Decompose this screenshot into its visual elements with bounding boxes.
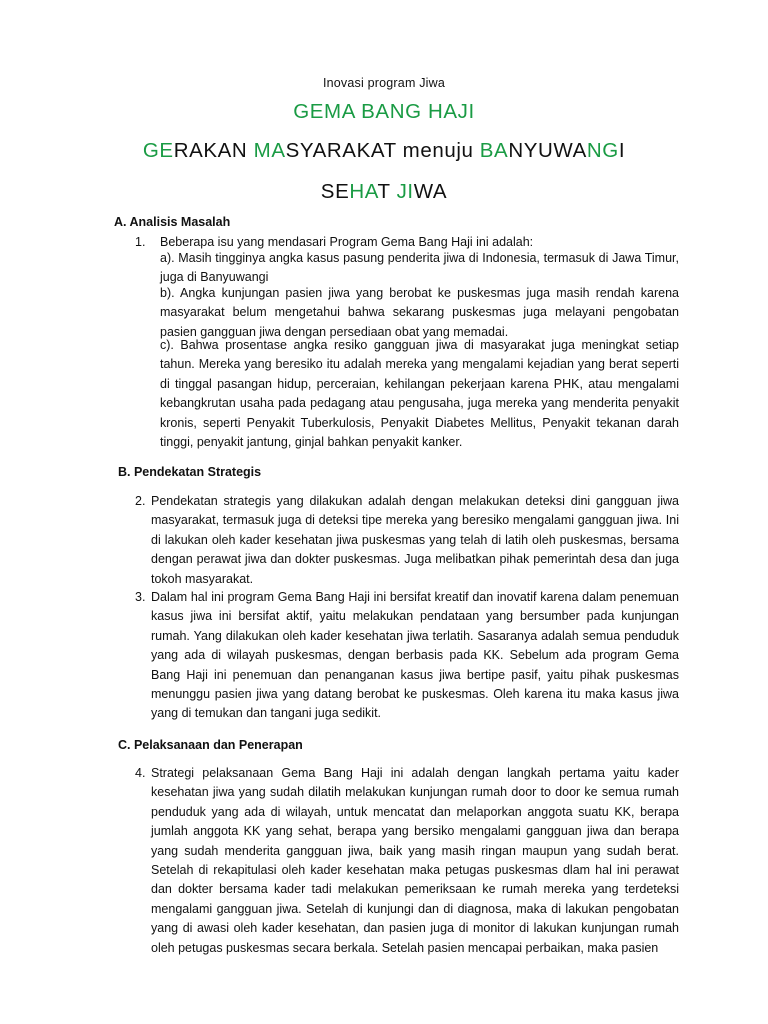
acronym-segment: HA [349,180,378,203]
item-number: 3. [135,590,146,604]
acronym-segment: I [618,139,626,162]
section-c-heading: C. Pelaksanaan dan Penerapan [118,738,303,752]
acronym-segment: NG [586,139,619,162]
acronym-segment: SYARAKAT menuju [285,139,480,162]
program-acronym-line [0,139,768,163]
item-1-text: Beberapa isu yang mendasari Program Gema Bang Haji ini adalah: [160,235,534,249]
item-4-text: Strategi pelaksanaan Gema Bang Haji ini adalah dengan langkah pertama yaitu kader kesehatan jiwa yang sudah dilatih melakukan kunjungan rumah door to door ke semua rumah penduduk yang ada di wilayah, untuk mencatat dan melaporkan anggota suatu KK, berapa jumlah anggota KK yang sehat, berapa yang bersiko mengalami gangguan jiwa dan berapa yang sudah menderita gangguan jiwa, baik yang masih ringan maupun yang sudah berat. Setelah di rekapitulasi oleh kader kesehatan maka petugas puskesmas dlam hal ini perawat dan dokter bersama kader tadi melakukan pemeriksaan ke rumah mereka yang terdeteksi mengalami gangguan jiwa. Setelah di kunjungi dan di diagnosa, maka di lakukan pengobatan yang di awasi oleh kader kesehatan, dan pasien juga di monitor di lakukan kunjungan rumah oleh petugas puskesmas secara berkala. Setelah pasien mencapai perbaikan, maka pasien [151,766,679,955]
program-acronym-line-2 [0,180,768,204]
item-number: 1. [135,235,146,249]
program-title: GEMA BANG HAJI [293,100,475,123]
acronym-segment: T [377,180,397,203]
acronym-segment: WA [413,180,448,203]
acronym-segment: RAKAN [173,139,254,162]
point-b-text: b). Angka kunjungan pasien jiwa yang berobat ke puskesmas juga masih rendah karena masyarakat belum mengetahui bahwa sekarang puskesmas juga melayani pengobatan pasien gangguan jiwa dengan persediaan obat yang memadai. [160,286,679,339]
acronym-segment: MA [253,139,286,162]
point-a-text: a). Masih tingginya angka kasus pasung penderita jiwa di Indonesia, termasuk di Jawa Timur, juga di Banyuwangi [160,251,679,285]
item-number: 4. [135,766,146,780]
document-subtitle: Inovasi program Jiwa [322,76,446,90]
item-number: 2. [135,494,146,508]
section-b-heading: B. Pendekatan Strategis [118,465,262,479]
acronym-segment: SE [320,180,350,203]
acronym-segment: BA [479,139,509,162]
item-3-text: Dalam hal ini program Gema Bang Haji ini bersifat kreatif dan inovatif karena dalam penemuan kasus jiwa ini bersifat aktif, yaitu melakukan pendataan yang bersumber pada kunjungan rumah. Yang dilakukan oleh kader kesehatan jiwa terlatih. Sasaranya adalah semua penduduk yang ada di wilayah puskesmas, dengan berbasis pada KK. Sebelum ada program Gema Bang Haji ini penemuan dan penanganan kasus jiwa bertipe pasif, yaitu pihak puskesmas menunggu pasien jiwa yang datang berobat ke puskesmas. Oleh karena itu maka kasus jiwa yang di temukan dan tangani juga sedikit. [151,590,679,721]
acronym-segment: GE [142,139,174,162]
acronym-segment: JI [396,180,414,203]
section-a-heading: A. Analisis Masalah [114,215,231,229]
acronym-segment: NYUWA [508,139,587,162]
item-2-text: Pendekatan strategis yang dilakukan adalah dengan melakukan deteksi dini gangguan jiwa masyarakat, termasuk juga di deteksi tipe mereka yang beresiko mengalami gangguan jiwa. Ini di lakukan oleh kader kesehatan jiwa puskesmas yang telah di latih oleh puskesmas, bersama dengan perawat jiwa dan dokter puskesmas. Juga melibatkan pihak pemerintah desa dan juga tokoh masyarakat. [151,494,679,586]
point-c-text: c). Bahwa prosentase angka resiko gangguan jiwa di masyarakat juga meningkat setiap tahun. Mereka yang beresiko itu adalah mereka yang mengalami kejadian yang berat seperti di tinggal pasangan hidup, perceraian, kehilangan pekerjaan karena PHK, atau mengalami kebangkrutan usaha pada pedagang atau pengusaha, juga mereka yang menderita penyakit kronis, seperti Penyakit Tuberkulosis, Penyakit Diabetes Mellitus, Penyakit tekanan darah tinggi, penyakit jantung, ginjal bahkan penyakit kanker. [160,338,679,450]
